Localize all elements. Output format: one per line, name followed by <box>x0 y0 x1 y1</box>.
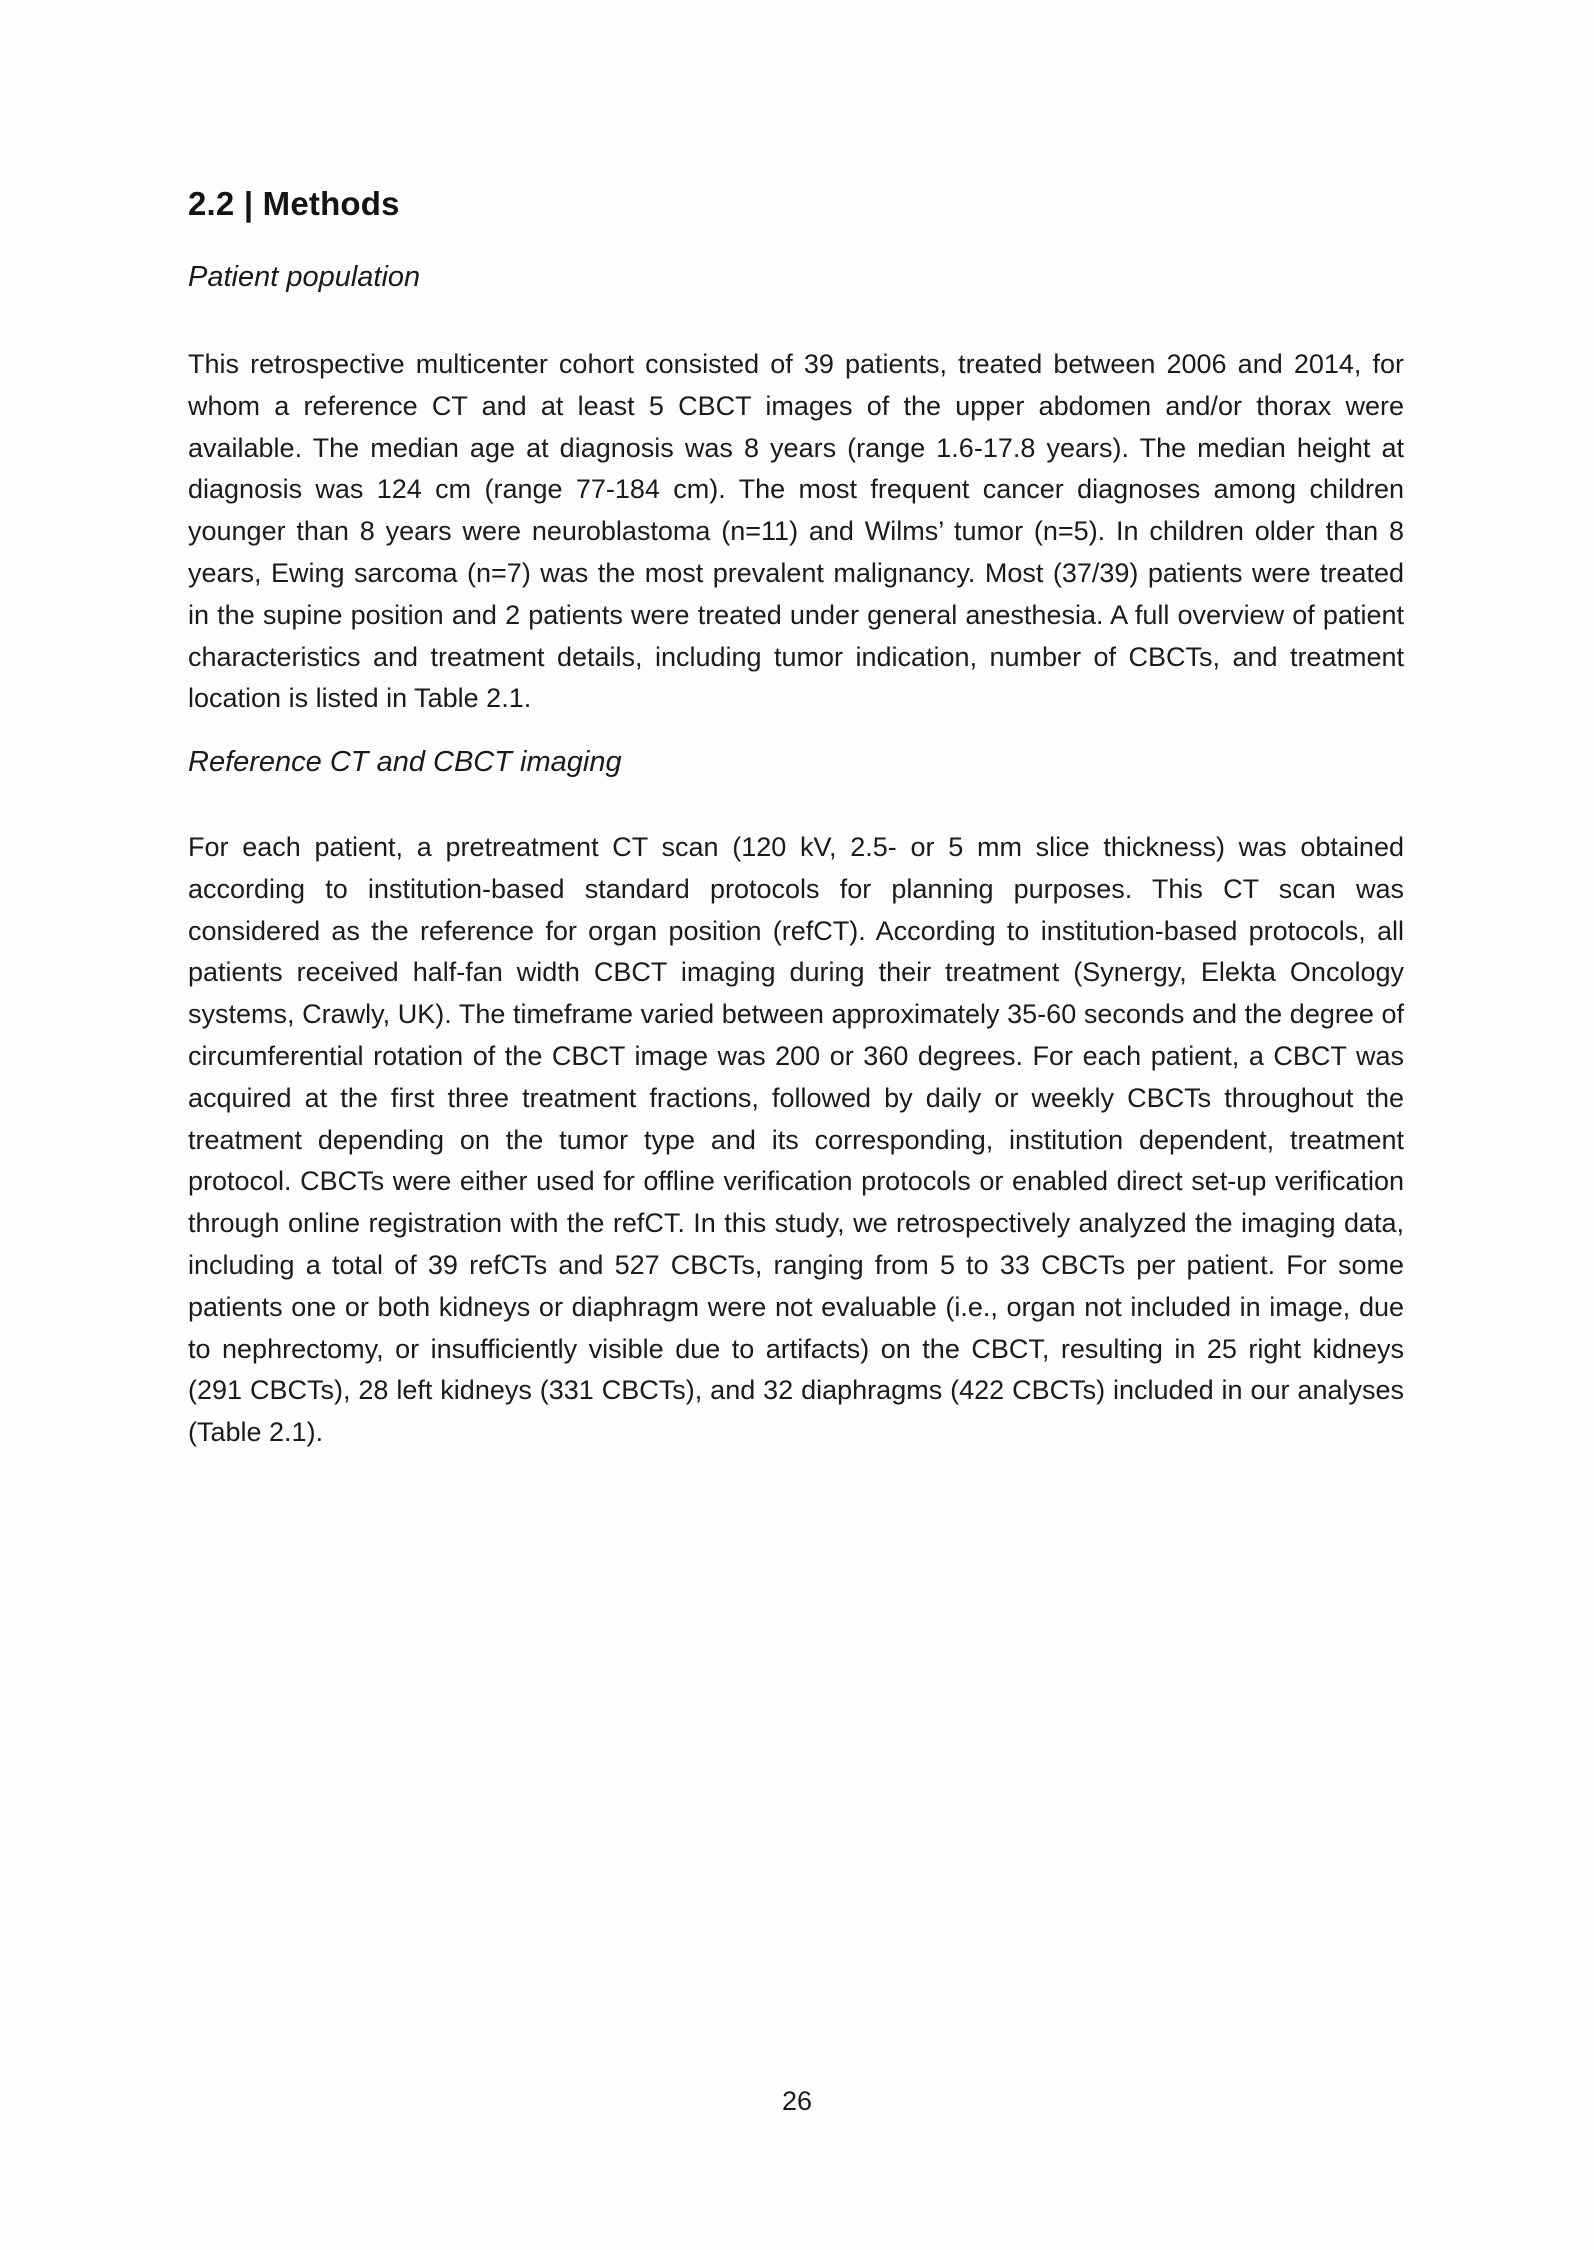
paragraph-patient-population: This retrospective multicenter cohort consisted of 39 patients, treated between 2006 and 2014, for whom a reference CT and at least 5 CBCT images of the upper abdomen and/or thorax were available. The median age at diagnosis was 8 years (range 1.6-17.8 years). The median height at diagnosis was 124 cm (range 77-184 cm). The most frequent cancer diagnoses among children younger than 8 years were neuroblastoma (n=11) and Wilms’ tumor (n=5). In children older than 8 years, Ewing sarcoma (n=7) was the most prevalent malignancy. Most (37/39) patients were treated in the supine position and 2 patients were treated under general anesthesia. A full overview of patient characteristics and treatment details, including tumor indication, number of CBCTs, and treatment location is listed in Table 2.1. <box>188 349 1404 714</box>
page-number: 26 <box>781 2086 813 2116</box>
subsection-heading-patient-population: Patient population <box>188 261 421 293</box>
section-heading: 2.2 | Methods <box>188 185 400 222</box>
paragraph-reference-ct-cbct-imaging: For each patient, a pretreatment CT scan (120 kV, 2.5- or 5 mm slice thickness) was obtained according to institution-based standard protocols for planning purposes. This CT scan was considered as the reference for organ position (refCT). According to institution-based protocols, all patients received half-fan width CBCT imaging during their treatment (Synergy, Elekta Oncology systems, Crawly, UK). The timeframe varied between approximately 35-60 seconds and the degree of circumferential rotation of the CBCT image was 200 or 360 degrees. For each patient, a CBCT was acquired at the first three treatment fractions, followed by daily or weekly CBCTs throughout the treatment depending on the tumor type and its corresponding, institution dependent, treatment protocol. CBCTs were either used for offline verification protocols or enabled direct set-up verification through online registration with the refCT. In this study, we retrospectively analyzed the imaging data, including a total of 39 refCTs and 527 CBCTs, ranging from 5 to 33 CBCTs per patient. For some patients one or both kidneys or diaphragm were not evaluable (i.e., organ not included in image, due to nephrectomy, or insufficiently visible due to artifacts) on the CBCT, resulting in 25 right kidneys (291 CBCTs), 28 left kidneys (331 CBCTs), and 32 diaphragms (422 CBCTs) included in our analyses (Table 2.1). <box>188 832 1404 1448</box>
subsection-heading-reference-ct-cbct-imaging: Reference CT and CBCT imaging <box>188 746 622 778</box>
